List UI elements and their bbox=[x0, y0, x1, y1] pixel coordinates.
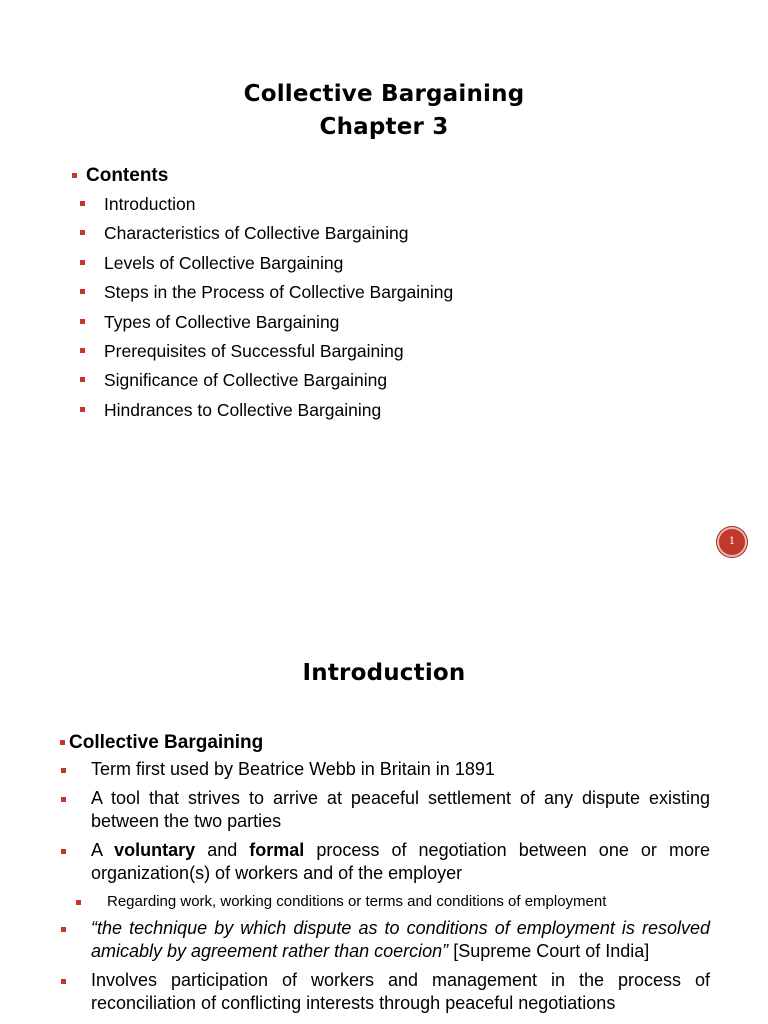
list-item-label: Characteristics of Collective Bargaining bbox=[104, 223, 409, 244]
bullet-square-icon bbox=[80, 260, 85, 265]
section-heading-label: Collective Bargaining bbox=[69, 732, 264, 753]
bullet-square-icon bbox=[72, 173, 77, 178]
list-item-text: Term first used by Beatrice Webb in Britain in 1891 bbox=[91, 759, 495, 779]
bullet-square-icon bbox=[80, 201, 85, 206]
bullet-square-icon bbox=[61, 768, 66, 773]
list-item bbox=[80, 368, 453, 397]
slide-title bbox=[0, 78, 768, 144]
contents-list bbox=[80, 192, 453, 427]
title-line-1: Collective Bargaining bbox=[243, 81, 525, 107]
list-item bbox=[80, 398, 453, 427]
contents-heading bbox=[72, 164, 168, 188]
sub-list-item-text: Regarding work, working conditions or terms and conditions of employment bbox=[107, 892, 607, 910]
list-item bbox=[60, 758, 710, 782]
list-item-label: Types of Collective Bargaining bbox=[104, 311, 340, 332]
bullet-square-icon bbox=[80, 348, 85, 353]
list-item bbox=[60, 839, 710, 886]
list-item-label: Steps in the Process of Collective Bargaining bbox=[104, 282, 454, 303]
page-number-badge: 1 bbox=[717, 527, 747, 557]
list-item-text-part: A bbox=[91, 839, 115, 860]
list-item-text-part: and bbox=[195, 839, 250, 860]
list-item bbox=[80, 339, 453, 368]
bullet-square-icon bbox=[76, 900, 81, 905]
quote-source: [Supreme Court of India] bbox=[448, 941, 650, 961]
emphasis-voluntary: voluntary bbox=[114, 839, 196, 860]
bullet-list bbox=[60, 758, 710, 1021]
bullet-square-icon bbox=[60, 740, 65, 745]
bullet-square-icon bbox=[80, 289, 85, 294]
quote-text: “the technique by which dispute as to conditions of employment is resolved amicably by agreement rather than coercion” bbox=[91, 917, 710, 961]
list-item-label: Levels of Collective Bargaining bbox=[104, 252, 344, 273]
list-item bbox=[80, 221, 453, 250]
list-item-label: Introduction bbox=[104, 194, 196, 214]
title-line-2: Chapter 3 bbox=[319, 114, 449, 140]
list-item bbox=[80, 251, 453, 280]
list-item-label: Prerequisites of Successful Bargaining bbox=[104, 340, 404, 361]
list-item bbox=[60, 917, 710, 964]
sub-list-item bbox=[60, 891, 710, 913]
list-item bbox=[60, 969, 710, 1016]
section-heading bbox=[60, 731, 263, 755]
contents-heading-label: Contents bbox=[86, 165, 169, 186]
bullet-square-icon bbox=[80, 377, 85, 382]
list-item bbox=[80, 310, 453, 339]
bullet-square-icon bbox=[80, 407, 85, 412]
list-item bbox=[80, 280, 453, 309]
list-item bbox=[80, 192, 453, 221]
bullet-square-icon bbox=[80, 230, 85, 235]
list-item-label: Significance of Collective Bargaining bbox=[104, 370, 388, 391]
bullet-square-icon bbox=[80, 319, 85, 324]
slide-title: Introduction bbox=[302, 660, 466, 686]
bullet-square-icon bbox=[61, 927, 66, 932]
slide-2 bbox=[0, 612, 768, 1024]
list-item-label: Hindrances to Collective Bargaining bbox=[104, 399, 382, 420]
list-item-text-part: process of negotiation between one or more organization(s) of workers and of the employer bbox=[91, 839, 710, 883]
emphasis-formal: formal bbox=[249, 839, 305, 860]
bullet-square-icon bbox=[61, 797, 66, 802]
bullet-square-icon bbox=[61, 979, 66, 984]
bullet-square-icon bbox=[61, 849, 66, 854]
list-item-text: A tool that strives to arrive at peaceful settlement of any dispute existing between the two parties bbox=[91, 787, 710, 831]
list-item bbox=[60, 787, 710, 834]
list-item-text: Involves participation of workers and management in the process of reconciliation of conflicting interests through peaceful negotiations bbox=[91, 969, 710, 1013]
